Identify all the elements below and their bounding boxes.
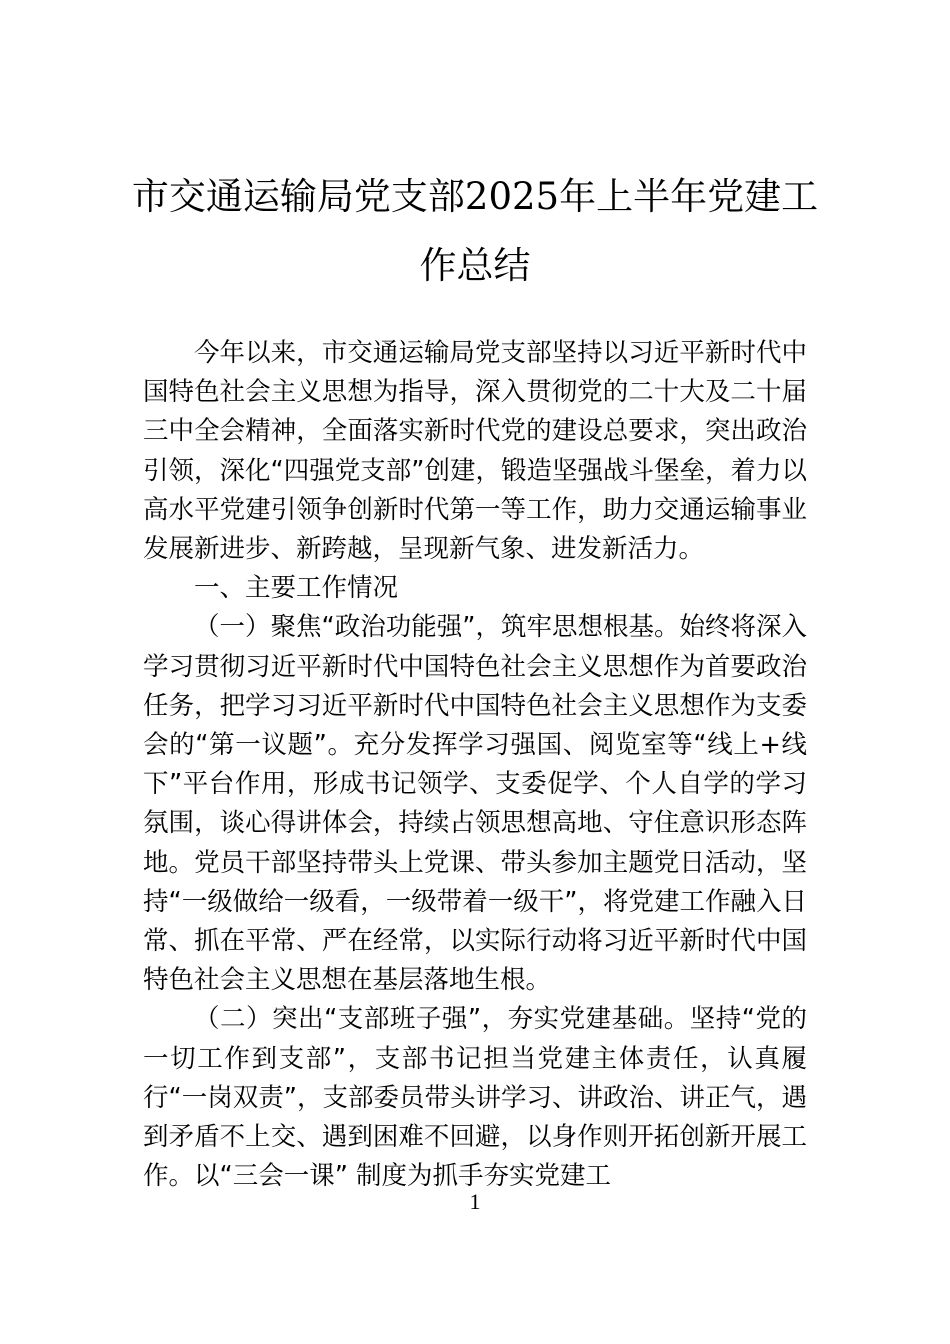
document-title-line-2: 作总结 bbox=[419, 244, 531, 287]
section-heading: 一、主要工作情况 bbox=[194, 573, 399, 604]
document-title-line-1: 市交通运输局党支部2025年上半年党建工 bbox=[131, 175, 819, 218]
intro-paragraph: 今年以来，市交通运输局党支部坚持以习近平新时代中国特色社会主义思想为指导，深入贯彻党的二十大及二十届三中全会精神，全面落实新时代党的建设总要求，突出政治引领，深化“四强党支部”创建，锻造坚强战斗堡垒，着力以高水平党建引领争创新时代第一等工作，助力交通运输事业发展新进步、新跨越，呈现新气象、进发新活力。 bbox=[143, 338, 807, 565]
document-body bbox=[143, 334, 807, 1196]
section-1-paragraph: （一）聚焦“政治功能强”，筑牢思想根基。始终将深入学习贯彻习近平新时代中国特色社会主义思想作为首要政治任务，把学习习近平新时代中国特色社会主义思想作为支委会的“第一议题”。充分发挥学习强国、阅览室等“线上+线下”平台作用，形成书记领学、支委促学、个人自学的学习氛围，谈心得讲体会，持续占领思想高地、守住意识形态阵地。党员干部坚持带头上党课、带头参加主题党日活动，坚持“一级做给一级看，一级带着一级干”，将党建工作融入日常、抓在平常、严在经常，以实际行动将习近平新时代中国特色社会主义思想在基层落地生根。 bbox=[143, 612, 807, 996]
section-2-paragraph: （二）突出“支部班子强”，夯实党建基础。坚持“党的一切工作到支部”，支部书记担当党建主体责任，认真履行“一岗双责”，支部委员带头讲学习、讲政治、讲正气，遇到矛盾不上交、遇到困难不回避，以身作则开拓创新开展工作。以“三会一课” 制度为抓手夯实党建工 bbox=[143, 1004, 807, 1192]
page-number: 1 bbox=[469, 1189, 481, 1214]
